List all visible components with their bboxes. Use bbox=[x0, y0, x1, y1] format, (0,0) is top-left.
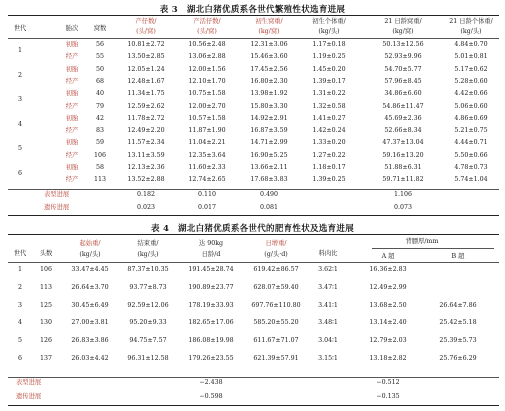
t4-cell-a: 13.18±2.82 bbox=[369, 355, 407, 362]
t3-header-live-born-2: (头/窝) bbox=[197, 28, 217, 35]
t3-header-birth-weight-2: (kg/头) bbox=[318, 28, 340, 35]
t3-header-birth-litter-1: 初生窝重/ bbox=[255, 18, 283, 25]
t3-cell-n: 42 bbox=[95, 114, 104, 122]
t3-cell-c3: 12.31±3.06 bbox=[250, 41, 288, 48]
t4-cell-age: 182.65±17.06 bbox=[188, 319, 234, 327]
t4-cell-age: 178.19±33.93 bbox=[188, 301, 234, 309]
t4-cell-a: 13.68±2.50 bbox=[369, 301, 407, 309]
table4-header-rule bbox=[8, 262, 499, 263]
t3-cell-n: 113 bbox=[93, 176, 107, 184]
t3-cell-n: 58 bbox=[95, 164, 104, 171]
t4-cell-a: 12.79±2.03 bbox=[369, 337, 407, 345]
t4-header-generation: 世代 bbox=[13, 250, 27, 257]
t4-cell-start: 26.64±3.70 bbox=[71, 283, 109, 291]
t3-cell-n: 106 bbox=[93, 151, 107, 159]
t3-cell-parity: 经产 bbox=[65, 151, 79, 159]
t3-cell-c3: 13.66±2.11 bbox=[250, 164, 288, 171]
t3-cell-c6: 4.44±0.71 bbox=[454, 139, 488, 147]
t4-cell-age: 179.26±23.55 bbox=[188, 355, 234, 362]
t4-header-head-count: 头数 bbox=[39, 250, 53, 257]
t3-cell-parity: 经产 bbox=[65, 127, 79, 135]
t3-cell-parity: 初胎 bbox=[65, 41, 79, 48]
t4-cell-gen: 2 bbox=[17, 283, 22, 291]
t3-header-born-alive-2: (头/窝) bbox=[136, 28, 156, 35]
t4-cell-b: 25.39±5.73 bbox=[439, 337, 477, 345]
t4-cell-end: 87.37±10.35 bbox=[127, 266, 169, 273]
t3-phenotypic-d21: 1.106 bbox=[393, 191, 413, 198]
t4-phenotypic-backfat-a: −0.512 bbox=[376, 379, 400, 386]
t3-cell-c6: 5.17±0.62 bbox=[454, 65, 488, 73]
t3-header-born-alive-1: 产仔数/ bbox=[135, 18, 157, 25]
t3-header-d21-weight-1: 21 日龄个体重/ bbox=[449, 18, 493, 25]
t3-cell-c2: 12.00±2.70 bbox=[188, 102, 226, 110]
t4-cell-n: 126 bbox=[39, 337, 53, 345]
t3-cell-n: 68 bbox=[95, 77, 104, 85]
t3-cell-c1: 13.52±2.88 bbox=[127, 176, 165, 184]
t3-cell-c1: 12.05±1.24 bbox=[127, 65, 165, 73]
t3-cell-c2: 12.10±1.70 bbox=[188, 77, 226, 85]
t3-cell-c4: 1.33±0.20 bbox=[312, 139, 346, 147]
t3-cell-parity: 初胎 bbox=[65, 139, 79, 147]
t3-cell-c3: 15.46±3.60 bbox=[250, 53, 288, 61]
t3-cell-gen: 2 bbox=[17, 71, 22, 79]
t3-cell-c3: 15.80±3.30 bbox=[250, 102, 288, 110]
t4-cell-gen: 5 bbox=[17, 337, 22, 345]
t3-cell-c6: 5.06±0.60 bbox=[454, 102, 488, 110]
t3-cell-c4: 1.41±0.27 bbox=[312, 114, 346, 122]
t3-cell-c2: 10.75±1.58 bbox=[188, 90, 226, 98]
t3-cell-c4: 1.42±0.24 bbox=[312, 127, 346, 135]
t3-cell-c6: 5.01±0.81 bbox=[454, 53, 488, 61]
t3-cell-c6: 4.78±0.73 bbox=[454, 164, 488, 171]
t3-header-birth-weight-1: 初生个体重/ bbox=[312, 18, 346, 25]
t4-phenotypic-age: −2.438 bbox=[199, 379, 223, 386]
t3-phenotypic-live: 0.110 bbox=[197, 191, 217, 198]
t3-cell-c5: 59.71±11.82 bbox=[382, 176, 424, 184]
t4-header-end-1: 结束重/ bbox=[137, 240, 159, 247]
t4-header-fcr: 料肉比 bbox=[318, 250, 338, 257]
t4-cell-fcr: 3.47∶1 bbox=[318, 283, 338, 291]
t3-cell-c1: 12.13±2.36 bbox=[127, 164, 165, 171]
t3-cell-parity: 经产 bbox=[65, 176, 79, 184]
t3-cell-c6: 5.21±0.75 bbox=[454, 127, 488, 135]
t3-cell-c5: 52.93±9.96 bbox=[384, 53, 422, 61]
t3-phenotypic-litter: 0.490 bbox=[259, 191, 279, 198]
t3-cell-c2: 12.00±1.56 bbox=[188, 65, 226, 73]
t3-header-d21-weight-2: (kg/头) bbox=[460, 28, 482, 35]
t3-cell-parity: 初胎 bbox=[65, 90, 79, 98]
t4-cell-start: 33.47±4.45 bbox=[71, 266, 109, 273]
t3-cell-c4: 1.18±0.17 bbox=[312, 164, 346, 171]
t4-header-start-1: 起始重/ bbox=[79, 240, 101, 247]
t3-cell-parity: 初胎 bbox=[65, 114, 79, 122]
t3-cell-c1: 12.49±2.20 bbox=[127, 127, 165, 135]
t3-cell-c5: 50.13±12.56 bbox=[382, 41, 424, 48]
t4-genetic-label: 遗传进展 bbox=[16, 393, 42, 400]
t3-cell-gen: 4 bbox=[17, 120, 22, 128]
t3-cell-c4: 1.31±0.22 bbox=[312, 90, 346, 98]
table4-summary-rule bbox=[8, 377, 499, 378]
t4-header-start-2: (kg/头) bbox=[79, 251, 101, 258]
t3-cell-c2: 11.60±2.33 bbox=[188, 164, 226, 171]
t4-cell-fcr: 3.04∶1 bbox=[318, 337, 338, 345]
table3-bottom-rule bbox=[8, 215, 499, 216]
table3-caption: 表 3 湖北白猪优质系各世代繁殖性状选育进展 bbox=[159, 5, 346, 15]
t3-genetic-label: 遗传进展 bbox=[44, 204, 70, 211]
table4-caption: 表 4 湖北白猪优质系各世代的肥育性状及选育进展 bbox=[150, 224, 355, 234]
t3-phenotypic-label: 表型进展 bbox=[44, 191, 70, 198]
t3-cell-c4: 1.17±0.18 bbox=[312, 41, 346, 48]
t4-cell-n: 137 bbox=[39, 355, 53, 362]
t3-cell-c5: 34.86±6.60 bbox=[384, 90, 422, 98]
t4-header-age90-2: 日龄/d bbox=[201, 251, 221, 258]
t3-cell-c1: 13.11±3.59 bbox=[127, 151, 165, 159]
t3-cell-c5: 52.66±8.34 bbox=[384, 127, 422, 135]
t4-cell-adg: 628.07±59.40 bbox=[253, 283, 299, 291]
t3-cell-c3: 17.68±3.83 bbox=[250, 176, 288, 184]
t4-phenotypic-label: 表型进展 bbox=[16, 379, 42, 386]
t3-header-generation: 世代 bbox=[13, 25, 27, 32]
t3-cell-c3: 16.87±3.59 bbox=[250, 127, 288, 135]
t3-cell-c1: 13.50±2.85 bbox=[127, 53, 165, 61]
t3-cell-c2: 11.04±2.21 bbox=[188, 139, 226, 147]
t3-phenotypic-born: 0.182 bbox=[136, 191, 156, 198]
t3-cell-c4: 1.39±0.17 bbox=[312, 77, 346, 85]
t4-header-backfat: 背膘厚/mm bbox=[405, 238, 439, 245]
t3-cell-c2: 10.56±2.48 bbox=[188, 41, 226, 48]
t4-cell-n: 106 bbox=[39, 266, 53, 273]
t3-cell-gen: 1 bbox=[17, 47, 22, 54]
t3-cell-c3: 13.98±1.92 bbox=[250, 90, 288, 98]
t3-cell-c3: 14.92±2.91 bbox=[250, 114, 288, 122]
t4-cell-age: 191.45±28.74 bbox=[188, 266, 234, 273]
t3-cell-c3: 17.45±2.56 bbox=[250, 65, 288, 73]
t3-cell-n: 83 bbox=[95, 127, 104, 135]
t3-cell-c5: 47.37±13.04 bbox=[382, 139, 424, 147]
t3-cell-c4: 1.32±0.58 bbox=[312, 102, 346, 110]
t3-cell-c6: 5.50±0.66 bbox=[454, 151, 488, 159]
t3-cell-c4: 1.27±0.22 bbox=[312, 151, 346, 159]
t3-cell-c1: 11.34±1.75 bbox=[127, 90, 165, 98]
t3-cell-parity: 经产 bbox=[65, 102, 79, 110]
t4-cell-age: 190.89±23.77 bbox=[188, 283, 234, 291]
t4-cell-start: 27.00±3.81 bbox=[71, 319, 109, 327]
t3-cell-c3: 16.80±2.30 bbox=[250, 77, 288, 85]
t3-cell-c1: 12.48±1.67 bbox=[127, 77, 165, 85]
t3-genetic-litter: 0.081 bbox=[259, 204, 279, 211]
t4-cell-adg: 621.39±57.91 bbox=[253, 355, 299, 362]
t3-cell-gen: 5 bbox=[17, 145, 22, 153]
t3-cell-parity: 经产 bbox=[65, 77, 79, 85]
t4-cell-fcr: 3.15∶1 bbox=[318, 355, 338, 362]
t4-cell-start: 30.45±6.49 bbox=[71, 301, 109, 309]
t4-cell-end: 94.75±7.57 bbox=[129, 337, 167, 345]
t4-cell-a: 16.36±2.83 bbox=[369, 266, 407, 273]
t3-cell-c6: 4.84±0.70 bbox=[454, 41, 488, 48]
t4-cell-b: 26.64±7.86 bbox=[439, 301, 477, 309]
t3-header-litters: 窝数 bbox=[93, 25, 107, 32]
t3-cell-c1: 12.59±2.62 bbox=[127, 102, 165, 110]
t3-cell-n: 40 bbox=[95, 90, 104, 98]
t3-cell-c5: 54.70±5.77 bbox=[384, 65, 422, 73]
t3-cell-c1: 11.57±2.34 bbox=[127, 139, 165, 147]
table4-top-rule bbox=[8, 234, 499, 235]
t4-cell-adg: 619.42±86.57 bbox=[253, 266, 299, 273]
t3-genetic-live: 0.017 bbox=[197, 204, 217, 211]
t3-header-parity: 胎次 bbox=[65, 25, 79, 32]
t3-cell-c2: 11.87±1.90 bbox=[188, 127, 226, 135]
t3-genetic-d21: 0.073 bbox=[393, 204, 413, 211]
t4-cell-end: 93.77±8.73 bbox=[129, 283, 167, 291]
t3-cell-c6: 4.42±0.66 bbox=[454, 90, 488, 98]
t4-header-adg-1: 日增重/ bbox=[265, 240, 287, 247]
t4-cell-gen: 1 bbox=[17, 266, 22, 273]
t4-cell-adg: 585.20±55.20 bbox=[253, 319, 299, 327]
t4-cell-gen: 3 bbox=[17, 301, 22, 309]
t4-header-age90-1: 达 90kg bbox=[198, 240, 224, 247]
t3-cell-parity: 初胎 bbox=[65, 164, 79, 171]
t3-cell-c5: 57.96±8.45 bbox=[384, 77, 422, 85]
t4-cell-adg: 611.67±71.07 bbox=[253, 337, 299, 345]
t3-cell-c5: 59.16±13.20 bbox=[382, 151, 424, 159]
t3-cell-c1: 11.78±2.72 bbox=[127, 114, 165, 122]
t4-cell-end: 95.20±9.33 bbox=[129, 319, 167, 327]
t3-cell-c6: 5.28±0.60 bbox=[454, 77, 488, 85]
t3-cell-c2: 12.74±2.65 bbox=[188, 176, 226, 184]
t3-cell-c2: 10.57±1.58 bbox=[188, 114, 226, 122]
t4-cell-start: 26.83±3.86 bbox=[71, 337, 109, 345]
t4-cell-fcr: 3.41∶1 bbox=[318, 301, 338, 309]
t3-cell-gen: 6 bbox=[17, 170, 22, 177]
t4-header-backfat-a: A 超 bbox=[381, 253, 395, 260]
t4-cell-a: 13.14±2.40 bbox=[369, 319, 407, 327]
t3-cell-c4: 1.39±0.25 bbox=[312, 176, 346, 184]
t3-cell-n: 79 bbox=[95, 102, 104, 110]
t3-cell-c3: 16.90±5.25 bbox=[250, 151, 288, 159]
table3-header-rule bbox=[8, 38, 499, 39]
t4-cell-a: 12.49±2.99 bbox=[369, 283, 407, 291]
t4-cell-gen: 4 bbox=[17, 319, 22, 327]
t4-backfat-span-rule bbox=[372, 248, 494, 249]
t4-cell-end: 92.59±12.06 bbox=[127, 301, 169, 309]
t3-cell-n: 50 bbox=[95, 65, 104, 73]
table3-summary-rule bbox=[8, 189, 499, 190]
t3-cell-c2: 13.06±2.88 bbox=[188, 53, 226, 61]
t3-cell-c3: 14.71±2.99 bbox=[250, 139, 288, 147]
t4-cell-n: 125 bbox=[39, 301, 53, 309]
t3-genetic-born: 0.023 bbox=[136, 204, 156, 211]
t3-cell-parity: 初胎 bbox=[65, 65, 79, 73]
t4-cell-adg: 697.76±110.80 bbox=[251, 301, 301, 309]
t3-cell-c2: 12.35±3.64 bbox=[188, 151, 226, 159]
t3-cell-n: 55 bbox=[95, 53, 104, 61]
t3-header-live-born-1: 产活仔数/ bbox=[193, 18, 221, 25]
t3-cell-c6: 5.74±1.04 bbox=[454, 176, 488, 184]
t4-genetic-age: −0.598 bbox=[199, 393, 223, 400]
t3-cell-c1: 10.81±2.72 bbox=[127, 41, 165, 48]
t4-cell-fcr: 3.62∶1 bbox=[318, 266, 338, 273]
t3-cell-gen: 3 bbox=[17, 96, 22, 104]
t3-cell-c5: 54.86±11.47 bbox=[382, 102, 424, 110]
t4-cell-fcr: 3.48∶1 bbox=[318, 319, 338, 327]
t3-header-d21-litter-1: 21 日龄窝重/ bbox=[384, 18, 422, 25]
table4-bottom-rule bbox=[8, 405, 499, 406]
t3-header-birth-litter-2: (kg/窝) bbox=[258, 28, 280, 35]
t3-cell-n: 59 bbox=[95, 139, 104, 147]
t3-header-d21-litter-2: (kg/窝) bbox=[392, 28, 414, 35]
t3-cell-n: 56 bbox=[95, 41, 104, 48]
t3-cell-parity: 经产 bbox=[65, 53, 79, 61]
t4-cell-start: 26.03±4.42 bbox=[71, 355, 109, 362]
t4-cell-b: 25.42±5.18 bbox=[439, 319, 477, 327]
t4-cell-n: 113 bbox=[39, 283, 53, 291]
t4-cell-age: 186.08±19.98 bbox=[188, 337, 234, 345]
t3-cell-c5: 51.88±6.31 bbox=[384, 164, 422, 171]
t3-cell-c6: 4.86±0.69 bbox=[454, 114, 488, 122]
t4-header-end-2: (kg/头) bbox=[137, 251, 159, 258]
t4-header-adg-2: (g/头·d) bbox=[264, 251, 288, 258]
t3-cell-c4: 1.19±0.25 bbox=[312, 53, 346, 61]
t4-cell-end: 96.31±12.58 bbox=[127, 355, 169, 362]
t3-cell-c5: 45.69±2.36 bbox=[384, 114, 422, 122]
t4-cell-n: 130 bbox=[39, 319, 53, 327]
t4-header-backfat-b: B 超 bbox=[451, 253, 465, 260]
t3-cell-c4: 1.45±0.20 bbox=[312, 65, 346, 73]
t4-genetic-backfat-a: −0.135 bbox=[376, 393, 400, 400]
table3-top-rule bbox=[8, 15, 499, 16]
t4-cell-gen: 6 bbox=[17, 355, 22, 362]
t4-cell-b: 25.76±6.29 bbox=[439, 355, 477, 362]
